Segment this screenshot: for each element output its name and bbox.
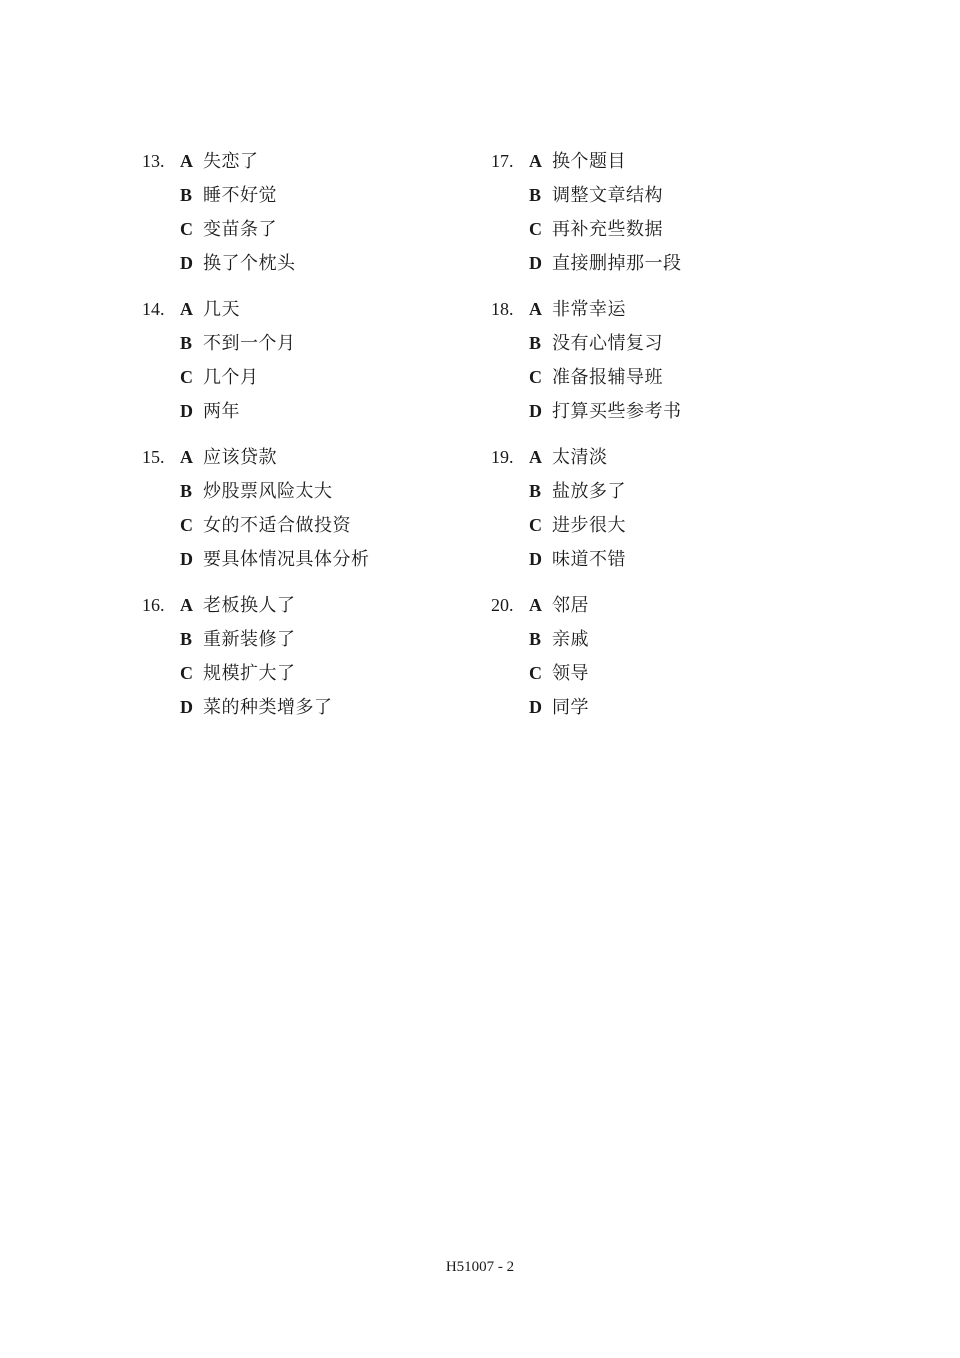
option-text: 准备报辅导班 xyxy=(552,367,663,388)
option-text: 再补充些数据 xyxy=(552,219,663,240)
option-letter: A xyxy=(180,595,193,615)
option-letter: C xyxy=(529,219,542,239)
option-a[interactable] xyxy=(180,590,296,620)
option-letter: B xyxy=(180,333,193,353)
option-letter: A xyxy=(180,299,193,319)
option-letter: A xyxy=(529,447,542,467)
option-text: 规模扩大了 xyxy=(203,663,296,684)
option-a[interactable] xyxy=(180,442,277,472)
option-letter: B xyxy=(529,481,542,501)
option-letter: D xyxy=(180,253,193,273)
option-text: 邻居 xyxy=(552,595,589,616)
option-a[interactable] xyxy=(529,294,626,324)
option-c[interactable] xyxy=(529,510,626,540)
option-a[interactable] xyxy=(180,294,240,324)
option-text: 失恋了 xyxy=(203,151,259,172)
option-letter: C xyxy=(180,367,193,387)
option-text: 同学 xyxy=(552,697,589,718)
option-letter: A xyxy=(529,299,542,319)
option-letter: C xyxy=(180,219,193,239)
option-letter: C xyxy=(180,515,193,535)
option-d[interactable] xyxy=(529,692,589,722)
option-b[interactable] xyxy=(180,328,296,358)
option-text: 进步很大 xyxy=(552,515,626,536)
option-letter: D xyxy=(529,401,542,421)
question-number: 16. xyxy=(142,595,165,615)
question-number: 14. xyxy=(142,299,165,319)
option-letter: B xyxy=(529,629,542,649)
option-letter: D xyxy=(180,401,193,421)
option-text: 不到一个月 xyxy=(203,333,296,354)
option-d[interactable] xyxy=(180,248,296,278)
option-text: 重新装修了 xyxy=(203,629,296,650)
option-letter: B xyxy=(529,185,542,205)
option-c[interactable] xyxy=(529,658,589,688)
option-d[interactable] xyxy=(529,248,682,278)
question-number: 20. xyxy=(491,595,514,615)
question-number: 13. xyxy=(142,151,165,171)
option-letter: C xyxy=(180,663,193,683)
option-letter: C xyxy=(529,515,542,535)
option-d[interactable] xyxy=(180,692,333,722)
option-letter: D xyxy=(529,253,542,273)
option-letter: B xyxy=(180,481,193,501)
option-text: 几个月 xyxy=(203,367,259,388)
option-a[interactable] xyxy=(180,146,259,176)
option-letter: B xyxy=(180,629,193,649)
option-b[interactable] xyxy=(180,476,333,506)
option-text: 亲戚 xyxy=(552,629,589,650)
option-c[interactable] xyxy=(180,658,296,688)
option-letter: C xyxy=(529,367,542,387)
option-text: 睡不好觉 xyxy=(203,185,277,206)
option-text: 盐放多了 xyxy=(552,481,626,502)
option-text: 几天 xyxy=(203,299,240,320)
option-text: 打算买些参考书 xyxy=(552,401,682,422)
option-letter: A xyxy=(529,151,542,171)
option-text: 调整文章结构 xyxy=(552,185,663,206)
option-text: 女的不适合做投资 xyxy=(203,515,351,536)
option-text: 炒股票风险太大 xyxy=(203,481,333,502)
option-letter: A xyxy=(529,595,542,615)
option-d[interactable] xyxy=(180,544,370,574)
option-c[interactable] xyxy=(180,214,277,244)
option-b[interactable] xyxy=(529,476,626,506)
option-letter: D xyxy=(180,549,193,569)
option-text: 没有心情复习 xyxy=(552,333,663,354)
option-d[interactable] xyxy=(180,396,240,426)
option-text: 应该贷款 xyxy=(203,447,277,468)
question-number: 15. xyxy=(142,447,165,467)
option-letter: A xyxy=(180,447,193,467)
option-b[interactable] xyxy=(529,624,589,654)
option-b[interactable] xyxy=(180,624,296,654)
option-text: 菜的种类增多了 xyxy=(203,697,333,718)
question-number: 18. xyxy=(491,299,514,319)
option-a[interactable] xyxy=(529,590,589,620)
option-text: 变苗条了 xyxy=(203,219,277,240)
option-letter: D xyxy=(529,697,542,717)
page-footer xyxy=(0,1259,960,1276)
option-letter: D xyxy=(529,549,542,569)
option-text: 两年 xyxy=(203,401,240,422)
option-a[interactable] xyxy=(529,442,608,472)
option-d[interactable] xyxy=(529,396,682,426)
option-text: 领导 xyxy=(552,663,589,684)
option-text: 味道不错 xyxy=(552,549,626,570)
option-text: 老板换人了 xyxy=(203,595,296,616)
option-text: 换了个枕头 xyxy=(203,253,296,274)
option-c[interactable] xyxy=(529,214,663,244)
question-number: 19. xyxy=(491,447,514,467)
option-c[interactable] xyxy=(180,362,259,392)
option-a[interactable] xyxy=(529,146,626,176)
option-text: 太清淡 xyxy=(552,447,608,468)
question-number: 17. xyxy=(491,151,514,171)
option-b[interactable] xyxy=(180,180,277,210)
option-letter: A xyxy=(180,151,193,171)
option-text: 要具体情况具体分析 xyxy=(203,549,370,570)
option-letter: C xyxy=(529,663,542,683)
option-c[interactable] xyxy=(529,362,663,392)
option-letter: D xyxy=(180,697,193,717)
option-text: 换个题目 xyxy=(552,151,626,172)
option-text: 非常幸运 xyxy=(552,299,626,320)
option-b[interactable] xyxy=(529,180,663,210)
option-c[interactable] xyxy=(180,510,351,540)
page-number-label: H51007 - 2 xyxy=(445,1259,515,1275)
option-text: 直接删掉那一段 xyxy=(552,253,682,274)
option-b[interactable] xyxy=(529,328,663,358)
option-letter: B xyxy=(180,185,193,205)
option-d[interactable] xyxy=(529,544,626,574)
option-letter: B xyxy=(529,333,542,353)
